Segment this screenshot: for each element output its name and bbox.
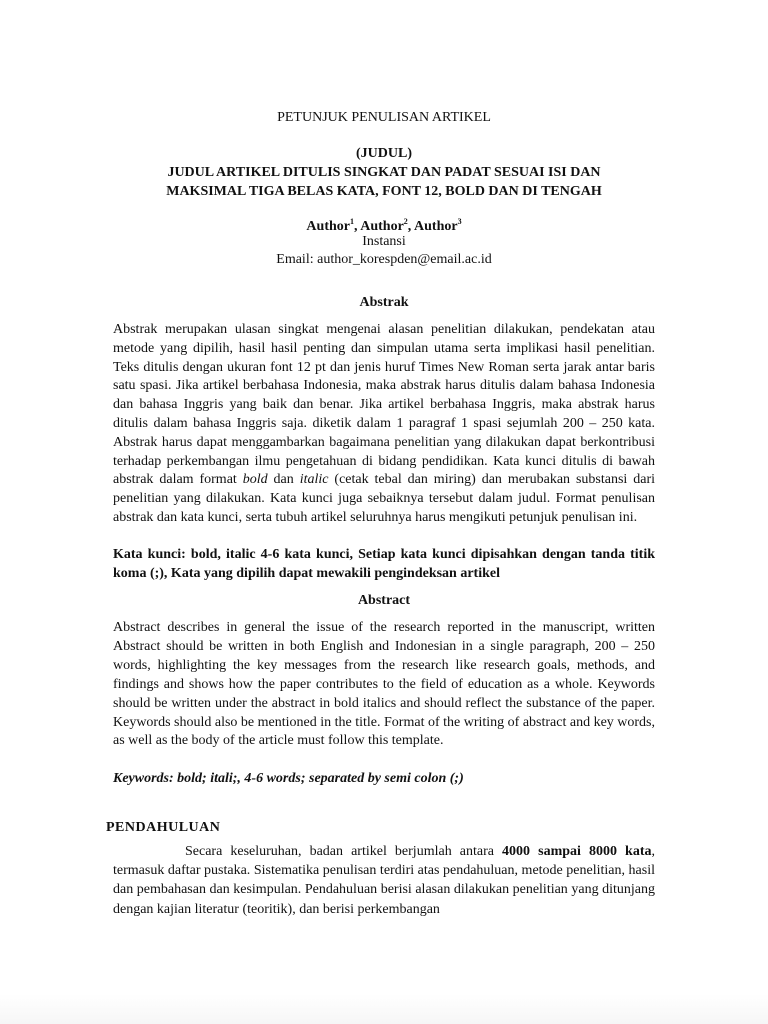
author-list: Author$^1$, Author$^2$, Author$^3$: [306, 217, 462, 234]
pendahuluan-text: Secara keseluruhan, badan artikel berjumlah antara: [185, 844, 503, 859]
abstrak-italic-bold: bold: [242, 472, 268, 488]
abstrak-text: (cetak tebal dan miring) dan merubakan substansi dari penelitian yang dilakukan. Kata kunci juga sebaiknya tersebut dalam judul. Format penulisan abstrak dan kata kunci, serta tubuh artikel seluruhnya harus mengikuti petunjuk penulisan ini.: [113, 472, 656, 525]
author-affiliation: 1: [349, 217, 354, 226]
abstrak-text: dan: [267, 472, 300, 488]
abstract-keywords: Keywords: bold; itali;, 4-6 words; separated by semi colon (;): [113, 771, 464, 786]
author-affiliation: 2: [403, 217, 408, 226]
author-name: Author: [414, 219, 458, 234]
abstrak-text: Abstrak merupakan ulasan singkat mengenai alasan penelitian dilakukan, pendekatan atau metode yang dipilih, hasil hasil penting dan simpulan utama serta implikasi hasil penelitian. Teks ditulis dengan ukuran font 12 pt dan jenis huruf Times New Roman serta jarak antar baris satu spasi. Jika artikel berbahasa Indonesia, maka abstrak harus ditulis dalam bahasa Indonesia dan bahasa Inggris yang baik dan benar. Jika artikel berbahasa Inggris, maka abstrak harus ditulis dalam bahasa Inggris saja. diketik dalam 1 paragraf 1 spasi sejumlah 200 – 250 kata. Abstrak harus dapat menggambarkan bagaimana penelitian yang dilakukan dapat berkontribusi terhadap perkembangan ilmu pengetahuan di bidang pendidikan. Kata kunci ditulis di bawah abstrak dalam format: [113, 322, 655, 488]
abstract-paragraph: Abstract describes in general the issue of the research reported in the manuscript, written Abstract should be written in both English and Indonesian in a single paragraph, 200 – 250 words, highlighting the key messages from the research like research goals, methods, and findings and shows how the paper contributes to the field of education as a whole. Keywords should be written under the abstract in bold italics and should reflect the substance of the paper. Keywords should also be mentioned in the title. Format of the writing of abstract and key words, as well as the body of the article must follow this template.: [113, 620, 656, 749]
pendahuluan-paragraph: [113, 842, 655, 919]
author-affiliation: 3: [457, 217, 462, 226]
abstrak-italic-italic: italic: [299, 472, 329, 488]
author-name: Author: [360, 219, 404, 234]
pendahuluan-bold: 4000 sampai 8000 kata: [502, 844, 652, 859]
abstrak-heading: Abstrak: [359, 295, 409, 310]
article-title: [113, 144, 655, 201]
title-line-2: MAKSIMAL TIGA BELAS KATA, FONT 12, BOLD DAN DI TENGAH: [166, 184, 602, 199]
document-heading: PETUNJUK PENULISAN ARTIKEL: [277, 110, 491, 125]
institution: Instansi: [362, 234, 406, 249]
title-line-1: JUDUL ARTIKEL DITULIS SINGKAT DAN PADAT SESUAI ISI DAN: [167, 165, 601, 180]
email-address: Email: author_korespden@email.ac.id: [276, 252, 492, 267]
kata-kunci: Kata kunci: bold, italic 4-6 kata kunci, Setiap kata kunci dipisahkan dengan tanda titik koma (;), Kata yang dipilih dapat mewakili pengindeksan artikel: [113, 547, 655, 581]
pendahuluan-heading: PENDAHULUAN: [106, 820, 221, 835]
title-label: (JUDUL): [356, 146, 412, 161]
author-name: Author: [306, 219, 350, 234]
pendahuluan-text: , termasuk daftar pustaka. Sistematika penulisan terdiri atas pendahuluan, metode penelitian, hasil dan pembahasan dan kesimpulan. Pendahuluan berisi alasan dilakukan penelitian yang ditunjang dengan kajian literatur (teoritik), dan berisi perkembangan: [113, 844, 656, 917]
page-bottom-shade: [0, 994, 768, 1024]
abstract-heading: Abstract: [357, 593, 411, 608]
abstrak-paragraph: [113, 321, 655, 528]
